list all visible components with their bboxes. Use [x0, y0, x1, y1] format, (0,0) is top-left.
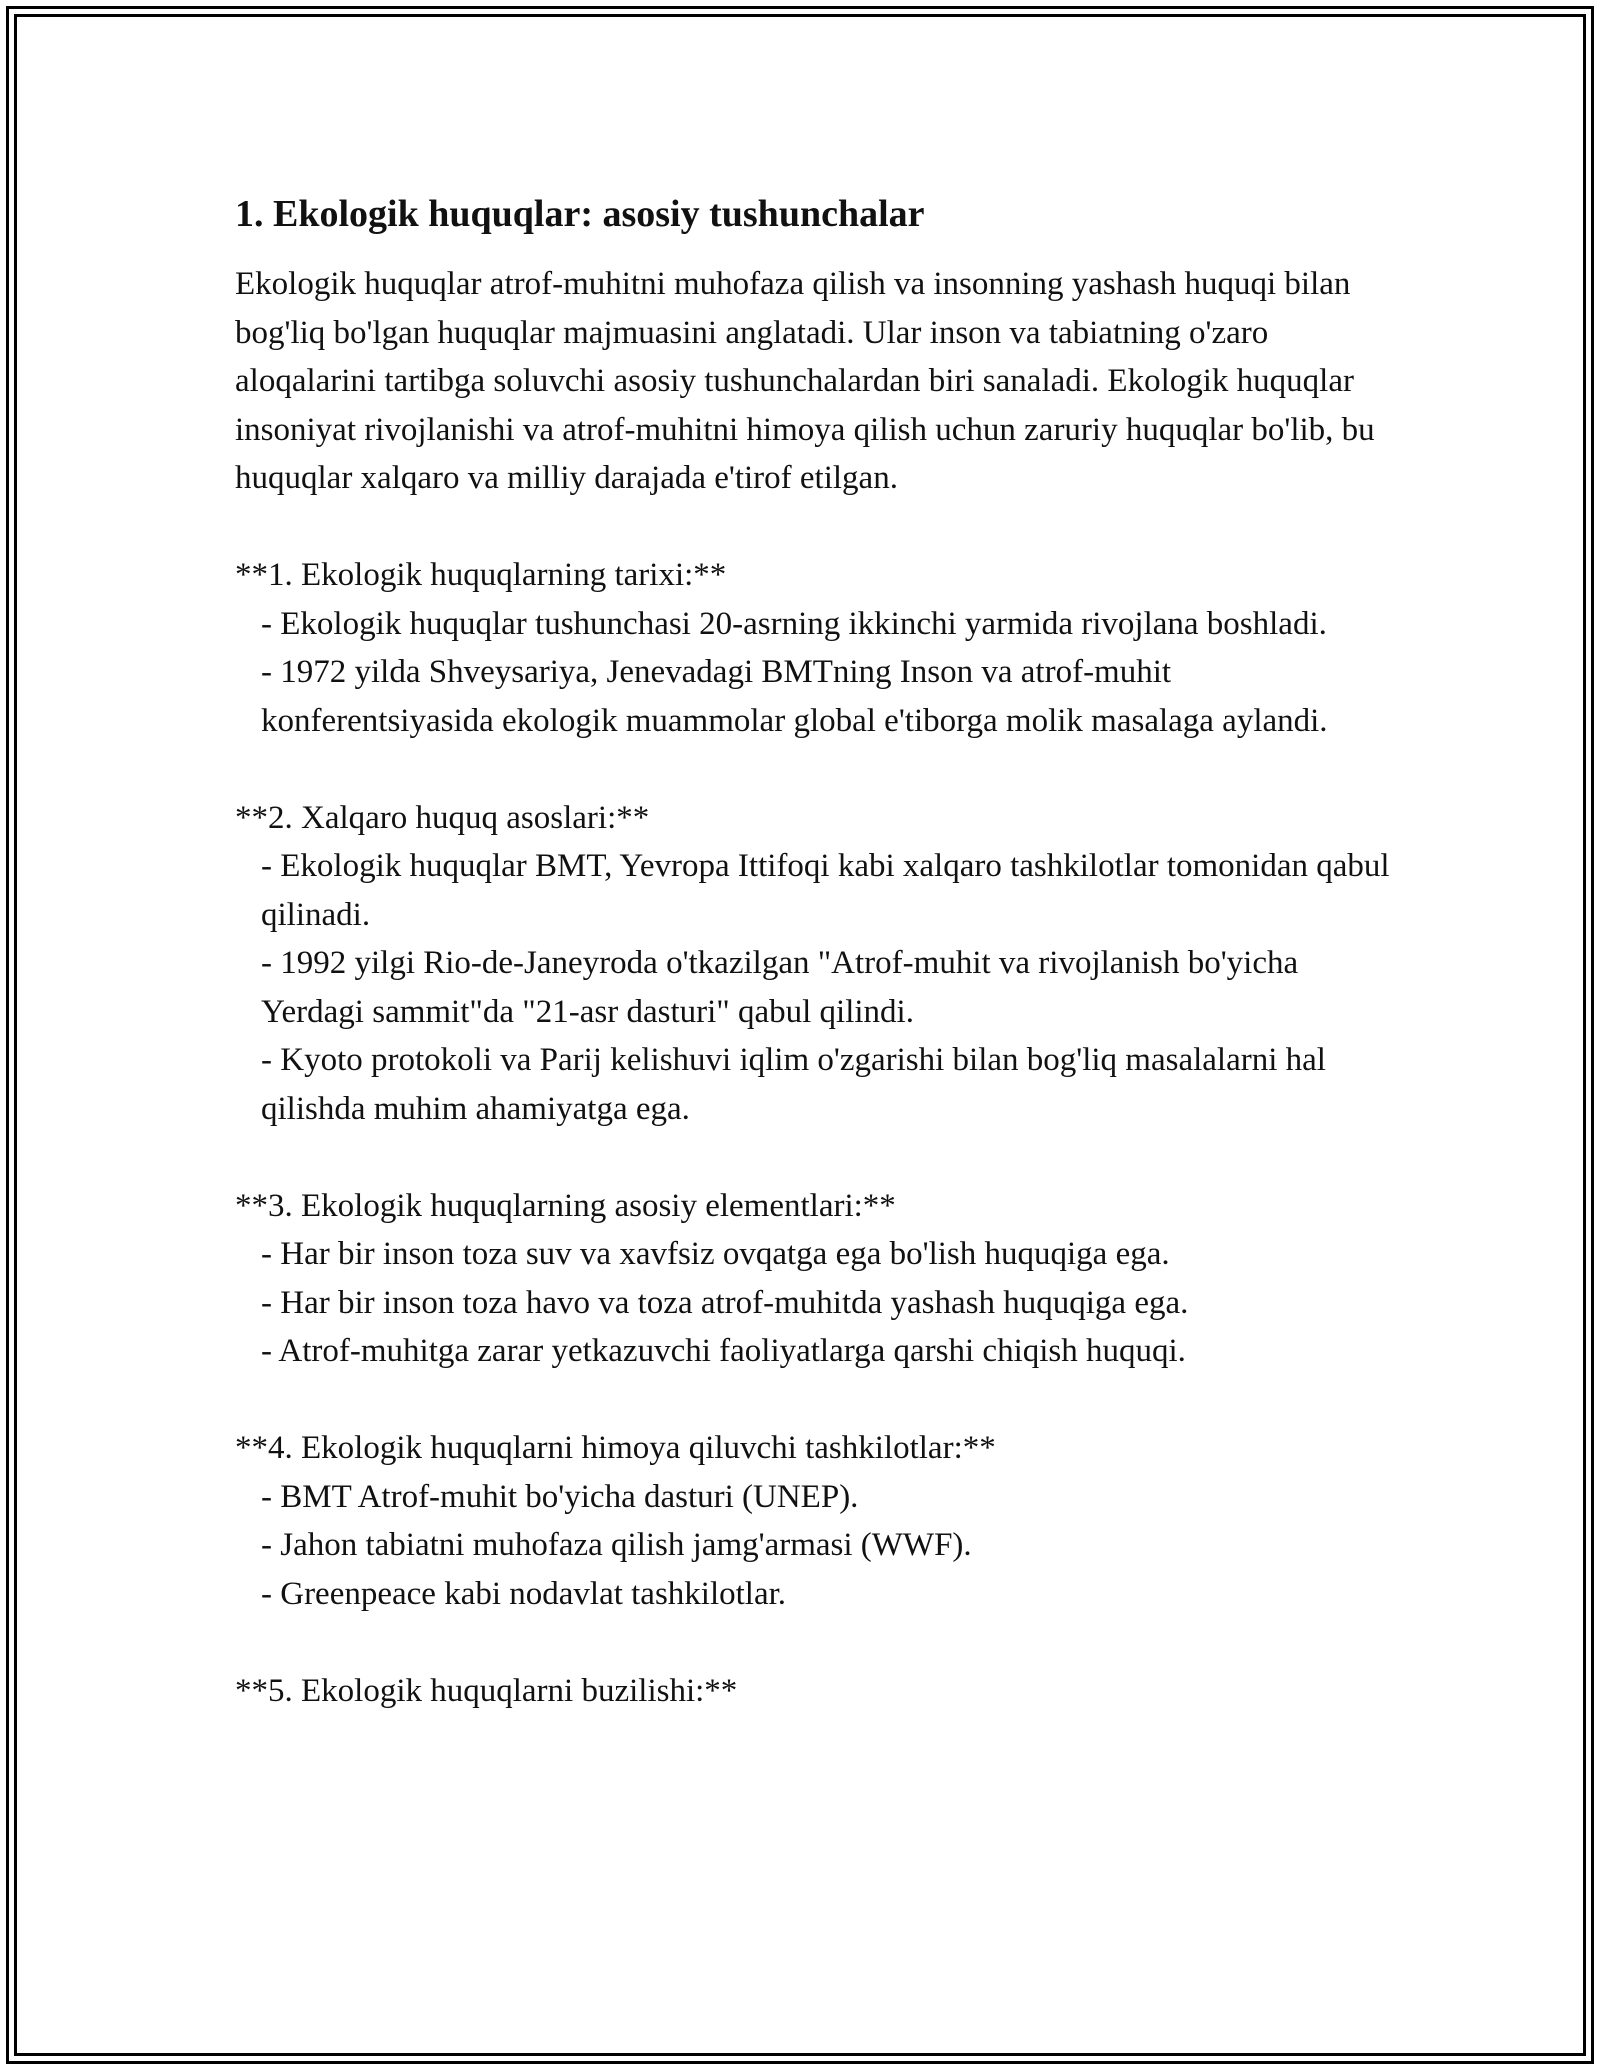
section-heading: **5. Ekologik huquqlarni buzilishi:** [235, 1672, 738, 1709]
section-violations [235, 1667, 1395, 1716]
intro-paragraph: Ekologik huquqlar atrof-muhitni muhofaza qilish va insonning yashash huquqi bilan bog'liq bo'lgan huquqlar majmuasini anglatadi. Ular inson va tabiatning o'zaro aloqalarini tartibga soluvchi asosiy tushunchalardan biri sanaladi. Ekologik huquqlar insoniyat rivojlanishi va atrof-muhitni himoya qilish uchun zaruriy huquqlar bo'lib, bu huquqlar xalqaro va milliy darajada e'tirof etilgan. [235, 266, 1375, 496]
list-item: - Jahon tabiatni muhofaza qilish jamg'armasi (WWF). [261, 1527, 972, 1563]
section-international-law [235, 794, 1395, 1134]
section-heading: **4. Ekologik huquqlarni himoya qiluvchi tashkilotlar:** [235, 1430, 996, 1466]
document-body [235, 188, 1395, 1715]
section-heading: **2. Xalqaro huquq asoslari:** [235, 799, 650, 836]
section-history [235, 551, 1395, 745]
list-item: - Greenpeace kabi nodavlat tashkilotlar. [261, 1575, 787, 1612]
section-basic-elements [235, 1182, 1395, 1376]
list-item: - Ekologik huquqlar BMT, Yevropa Ittifoqi kabi xalqaro tashkilotlar tomonidan qabul qilinadi. [261, 848, 1390, 933]
section-organizations [235, 1424, 1395, 1618]
blank-line [235, 1133, 1395, 1182]
blank-line [235, 1618, 1395, 1667]
blank-line [235, 745, 1395, 794]
list-item: - 1992 yilgi Rio-de-Janeyroda o'tkazilgan "Atrof-muhit va rivojlanish bo'yicha Yerdagi sammit"da "21-asr dasturi" qabul qilindi. [261, 945, 1299, 1030]
document-title: 1. Ekologik huquqlar: asosiy tushunchalar [235, 193, 925, 235]
section-heading: **3. Ekologik huquqlarning asosiy elementlari:** [235, 1187, 896, 1224]
section-heading: **1. Ekologik huquqlarning tarixi:** [235, 557, 727, 593]
list-item: - Har bir inson toza suv va xavfsiz ovqatga ega bo'lish huquqiga ega. [261, 1236, 1170, 1272]
list-item: - Atrof-muhitga zarar yetkazuvchi faoliyatlarga qarshi chiqish huquqi. [261, 1333, 1186, 1369]
list-item: - Har bir inson toza havo va toza atrof-muhitda yashash huquqiga ega. [261, 1284, 1189, 1321]
blank-line [235, 1376, 1395, 1425]
list-item: - BMT Atrof-muhit bo'yicha dasturi (UNEP). [261, 1478, 859, 1515]
blank-line [235, 503, 1395, 552]
list-item: - Ekologik huquqlar tushunchasi 20-asrning ikkinchi yarmida rivojlana boshladi. [261, 605, 1327, 642]
list-item: - 1972 yilda Shveysariya, Jenevadagi BMTning Inson va atrof-muhit konferentsiyasida ekologik muammolar global e'tiborga molik masalaga aylandi. [261, 654, 1328, 739]
list-item: - Kyoto protokoli va Parij kelishuvi iqlim o'zgarishi bilan bog'liq masalalarni hal qilishda muhim ahamiyatga ega. [261, 1042, 1326, 1127]
